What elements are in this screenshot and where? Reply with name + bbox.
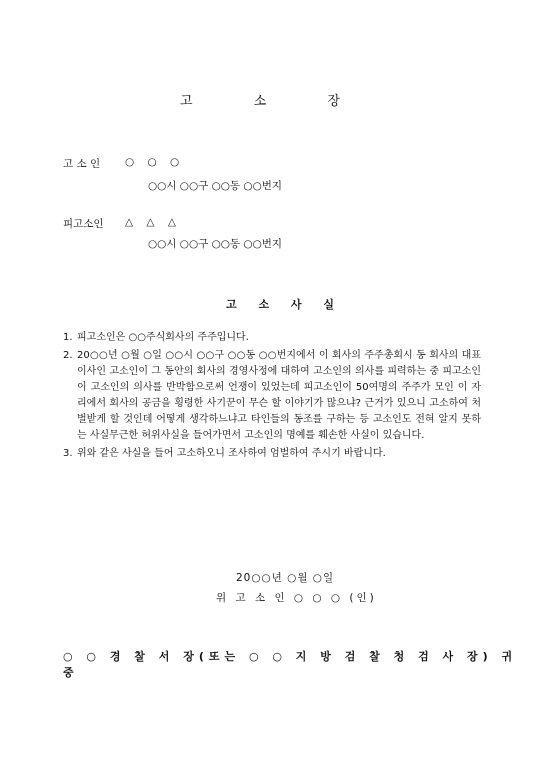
title-char: 소 [253, 94, 267, 109]
fact-text: 위와 같은 사실을 들어 고소하오니 조사하여 엄벌하여 주시기 바랍니다. [77, 448, 386, 459]
complainant-name: ○ ○ ○ [125, 156, 185, 168]
title-char: 장 [327, 94, 340, 109]
fact-number: 1. [63, 332, 73, 343]
accused-label: 피고소인 [63, 218, 104, 230]
fact-number: 2. [63, 350, 73, 361]
fact-item [63, 330, 481, 346]
signer-line: 위 고 소 인 ○ ○ ○ (인) [216, 592, 377, 604]
recipient-line: ○ ○ 경 찰 서 장(또는 ○ ○ 지 방 검 찰 청 검 사 장) 귀 중 [63, 650, 518, 679]
facts-list [63, 330, 481, 464]
accused-name: △ △ △ [125, 216, 181, 228]
complainant-address: ○○시 ○○구 ○○동 ○○번지 [148, 180, 283, 192]
complainant-label: 고 소 인 [63, 158, 101, 170]
accused-address: ○○시 ○○구 ○○동 ○○번지 [148, 238, 283, 250]
fact-item [63, 348, 481, 444]
title-char: 고 [180, 94, 193, 109]
fact-number: 3. [63, 448, 73, 459]
section-title: 고 소 사 실 [226, 298, 343, 311]
fact-text: 피고소인은 ○○주식회사의 주주입니다. [77, 332, 249, 343]
document-date: 20○○년 ○월 ○일 [236, 572, 335, 584]
fact-text: 20○○년 ○월 ○일 ○○시 ○○구 ○○동 ○○번지에서 이 회사의 주주총회시 동 회사의 대표이사인 고소인이 그 동안의 회사의 경영사정에 대하여 고소인의 의사를 피력하는 중 피고소인이 고소인의 의사를 반박함으로써 언쟁이 있었는데 피고소인이 50여명의 주주가 모인 이 자리에서 회사의 공금을 횡령한 사기꾼이 무슨 할 이야기가 많으냐? 근거가 있으니 고소하여 처벌받게 할 것인데 어떻게 생각하느냐고 타인들의 동조를 구하는 등 고소인도 전혀 알지 못하는 사실무근한 허위사실을 들어가면서 고소인의 명예를 훼손한 사실이 있습니다. [77, 350, 481, 441]
fact-item [63, 446, 481, 462]
document-title [180, 90, 340, 109]
